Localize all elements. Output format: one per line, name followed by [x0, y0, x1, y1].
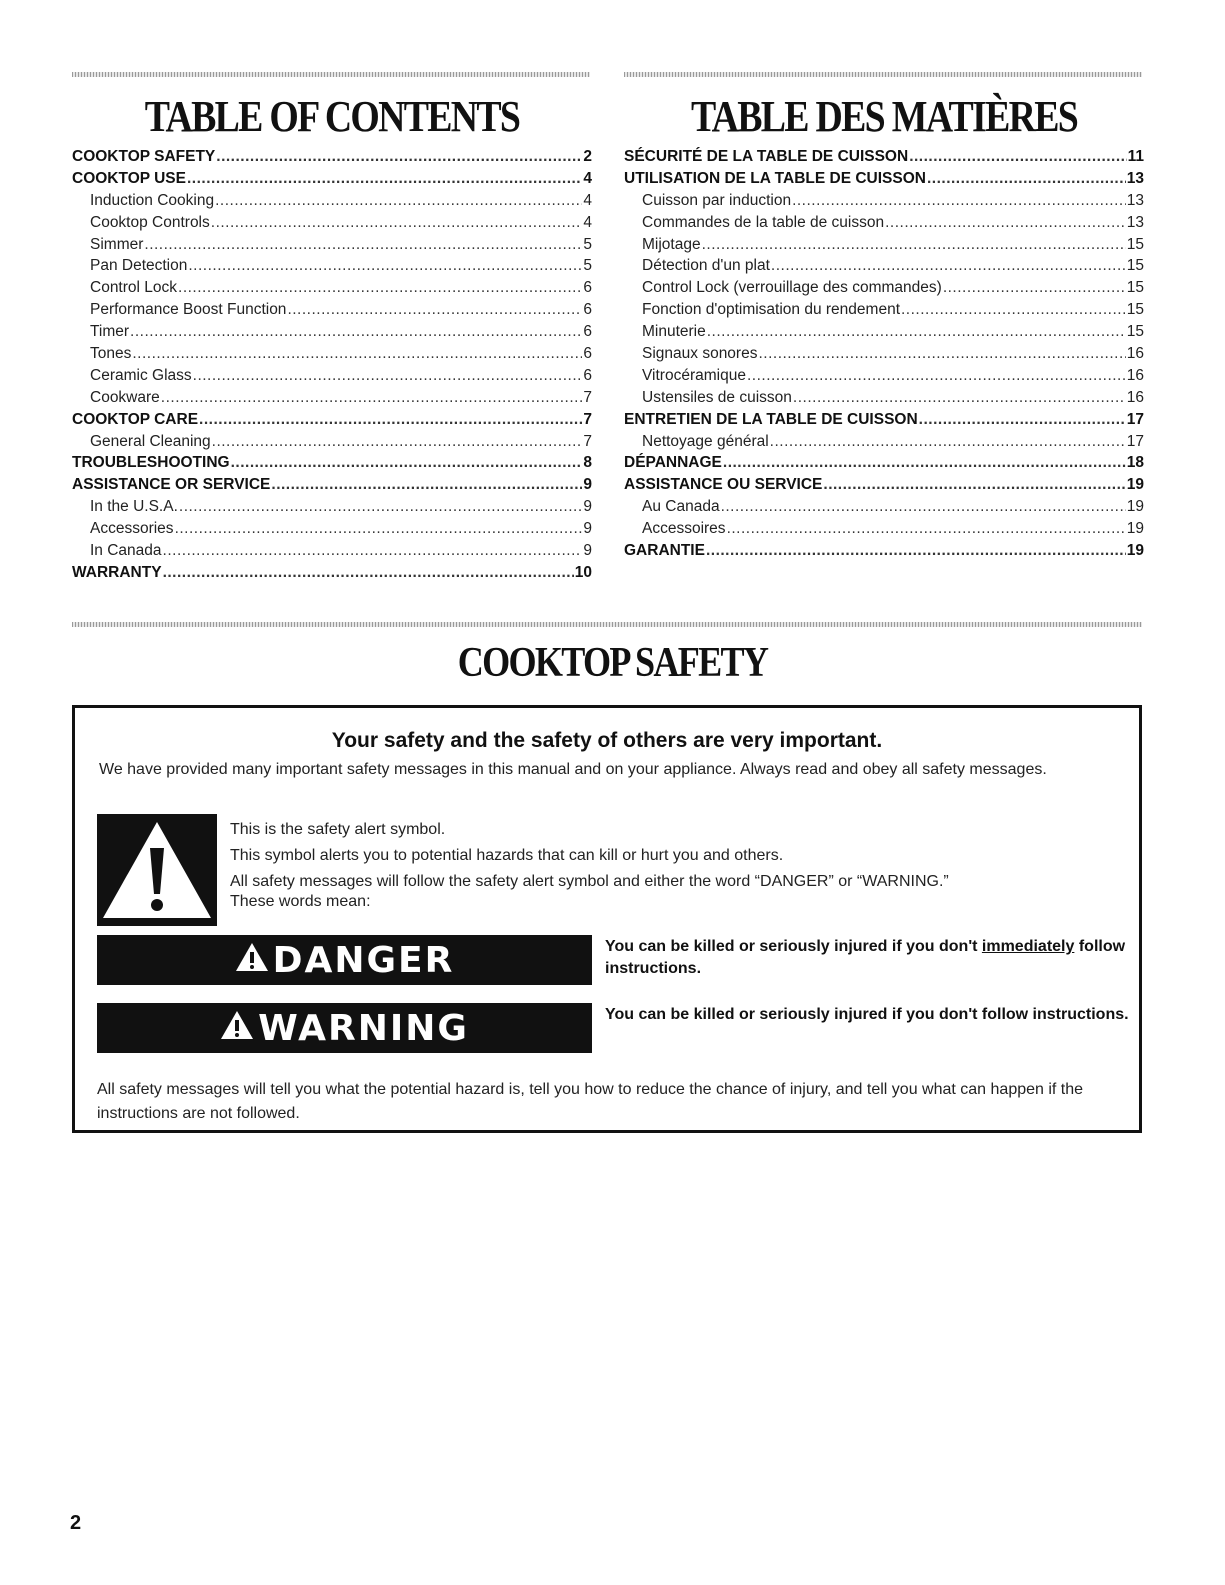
- toc-leader-dots: [161, 387, 583, 409]
- toc-leader-dots: [144, 234, 582, 256]
- warning-alert-icon: [220, 1010, 254, 1040]
- toc-entry-label: Pan Detection: [90, 257, 188, 275]
- toc-entry-label: SÉCURITÉ DE LA TABLE DE CUISSON: [624, 148, 909, 165]
- alert-line: This is the safety alert symbol.: [230, 821, 446, 838]
- toc-entry-page: 9: [583, 542, 592, 560]
- warning-label: [97, 1003, 592, 1053]
- toc-entry-page: 7: [583, 388, 592, 406]
- toc-entry: [624, 474, 1144, 496]
- toc-leader-dots: [901, 299, 1126, 321]
- toc-entry-page: 10: [574, 563, 592, 581]
- toc-entry-page: 9: [583, 520, 592, 538]
- danger-text: [605, 936, 1135, 980]
- toc-entry: [624, 321, 1144, 343]
- toc-leader-dots: [132, 343, 582, 365]
- toc-leader-dots: [885, 212, 1126, 234]
- toc-entry-page: 4: [583, 169, 592, 187]
- toc-entry-page: 13: [1126, 213, 1144, 231]
- toc-entry-label: Control Lock (verrouillage des commandes): [642, 279, 942, 297]
- toc-entry: [72, 234, 592, 256]
- toc-entry: [624, 146, 1144, 168]
- toc-entry: [72, 168, 592, 190]
- toc-entry-page: 6: [583, 345, 592, 363]
- toc-entry-page: 6: [583, 323, 592, 341]
- toc-leader-dots: [215, 190, 582, 212]
- toc-entry-page: 19: [1126, 498, 1144, 516]
- toc-entry-label: GARANTIE: [624, 542, 705, 560]
- toc-fr-rule: [624, 72, 1142, 77]
- toc-entry: [624, 255, 1144, 277]
- toc-leader-dots: [793, 387, 1126, 409]
- toc-leader-dots: [287, 299, 582, 321]
- danger-alert-icon: [235, 942, 269, 972]
- toc-entry: [72, 518, 592, 540]
- toc-entry: [624, 343, 1144, 365]
- toc-entry-label: Détection d'un plat: [642, 257, 770, 275]
- toc-entry-label: Simmer: [90, 235, 144, 253]
- toc-leader-dots: [727, 518, 1126, 540]
- toc-french-list: [624, 146, 1144, 562]
- toc-entry-page: 6: [583, 301, 592, 319]
- toc-entry-page: 15: [1126, 235, 1144, 253]
- toc-entry: [72, 365, 592, 387]
- toc-entry-label: Ustensiles de cuisson: [642, 388, 792, 406]
- toc-leader-dots: [212, 431, 583, 453]
- toc-entry-label: WARRANTY: [72, 563, 162, 581]
- toc-entry-page: 5: [583, 257, 592, 275]
- toc-entry-label: In the U.S.A.: [90, 498, 178, 516]
- toc-leader-dots: [823, 474, 1125, 496]
- toc-entry: [72, 299, 592, 321]
- toc-leader-dots: [193, 365, 583, 387]
- toc-leader-dots: [216, 146, 582, 168]
- toc-entry-label: TROUBLESHOOTING: [72, 454, 230, 472]
- toc-entry: [72, 474, 592, 496]
- toc-entry-page: 15: [1126, 257, 1144, 275]
- toc-entry-page: 6: [583, 279, 592, 297]
- toc-entry-label: Ceramic Glass: [90, 366, 192, 384]
- toc-entry-page: 4: [583, 191, 592, 209]
- toc-entry-page: 17: [1126, 410, 1144, 428]
- toc-entry: [72, 190, 592, 212]
- toc-entry: [72, 540, 592, 562]
- toc-entry-page: 13: [1126, 191, 1144, 209]
- warning-word: WARNING: [258, 1007, 469, 1049]
- toc-entry-page: 8: [583, 454, 592, 472]
- toc-entry-page: 19: [1126, 476, 1144, 494]
- toc-entry-page: 6: [583, 366, 592, 384]
- toc-entry-page: 13: [1126, 169, 1144, 187]
- toc-entry-label: Nettoyage général: [642, 432, 769, 450]
- danger-text-part: You can be killed or seriously injured if you don't: [605, 938, 982, 955]
- toc-entry-page: 2: [583, 148, 592, 165]
- safety-message-box: [72, 705, 1142, 1133]
- toc-leader-dots: [707, 321, 1126, 343]
- toc-entry: [624, 168, 1144, 190]
- toc-leader-dots: [919, 409, 1126, 431]
- safety-footer: All safety messages will tell you what the potential hazard is, tell you how to reduce the chance of injury, and tell you what can happen if the instructions are not followed.: [97, 1081, 1084, 1122]
- danger-text-part: follow instructions.: [605, 938, 1126, 977]
- toc-entry: [624, 518, 1144, 540]
- toc-entry: [624, 277, 1144, 299]
- toc-entry: [72, 431, 592, 453]
- toc-leader-dots: [770, 431, 1126, 453]
- toc-leader-dots: [178, 277, 582, 299]
- toc-entry: [624, 496, 1144, 518]
- toc-leader-dots: [721, 496, 1126, 518]
- alert-line: These words mean:: [230, 893, 371, 910]
- toc-leader-dots: [758, 343, 1125, 365]
- toc-leader-dots: [792, 190, 1126, 212]
- toc-entry: [624, 234, 1144, 256]
- toc-entry-label: ENTRETIEN DE LA TABLE DE CUISSON: [624, 410, 918, 428]
- safety-rule: [72, 622, 1142, 627]
- toc-leader-dots: [163, 562, 574, 584]
- safety-heading: Your safety and the safety of others are very important.: [331, 729, 883, 752]
- toc-entry-page: 7: [583, 410, 592, 428]
- toc-leader-dots: [179, 496, 582, 518]
- toc-leader-dots: [909, 146, 1126, 168]
- toc-entry-label: COOKTOP SAFETY: [72, 148, 216, 165]
- alert-line: This symbol alerts you to potential hazards that can kill or hurt you and others.: [230, 847, 784, 864]
- toc-entry: [624, 299, 1144, 321]
- toc-entry-page: 5: [583, 235, 592, 253]
- toc-entry-page: 11: [1127, 148, 1144, 165]
- danger-label: [97, 935, 592, 985]
- toc-entry-label: In Canada: [90, 542, 162, 560]
- toc-entry-label: Accessories: [90, 520, 174, 538]
- safety-alert-lines: [230, 818, 1110, 916]
- toc-leader-dots: [188, 255, 582, 277]
- toc-entry-page: 16: [1126, 345, 1144, 363]
- toc-entry-page: 19: [1126, 520, 1144, 538]
- toc-leader-dots: [771, 255, 1126, 277]
- toc-leader-dots: [271, 474, 582, 496]
- toc-entry-page: 18: [1126, 454, 1144, 472]
- toc-entry-label: Accessoires: [642, 520, 726, 538]
- toc-leader-dots: [927, 168, 1126, 190]
- toc-entry-label: General Cleaning: [90, 432, 211, 450]
- toc-entry: [624, 409, 1144, 431]
- toc-entry-page: 16: [1126, 366, 1144, 384]
- danger-text-underlined: immediately: [981, 938, 1075, 955]
- toc-entry-page: 9: [583, 476, 592, 494]
- safety-section-title: COOKTOP SAFETY: [457, 640, 768, 686]
- toc-entry-label: Au Canada: [642, 498, 720, 516]
- toc-leader-dots: [723, 452, 1126, 474]
- toc-entry-page: 15: [1126, 279, 1144, 297]
- toc-entry: [72, 212, 592, 234]
- toc-entry-label: Control Lock: [90, 279, 178, 297]
- toc-leader-dots: [747, 365, 1126, 387]
- safety-intro: We have provided many important safety messages in this manual and on your appliance. Always read and obey all safety messages.: [99, 761, 1047, 778]
- toc-leader-dots: [175, 518, 583, 540]
- toc-entry-label: Signaux sonores: [642, 345, 758, 363]
- toc-entry: [624, 190, 1144, 212]
- toc-entry: [72, 387, 592, 409]
- toc-entry: [72, 321, 592, 343]
- toc-entry: [624, 540, 1144, 562]
- toc-en-rule: [72, 72, 590, 77]
- toc-english-title: TABLE OF CONTENTS: [144, 92, 520, 141]
- toc-entry-label: Mijotage: [642, 235, 701, 253]
- toc-entry-page: 4: [583, 213, 592, 231]
- toc-french-title: TABLE DES MATIÈRES: [690, 92, 1078, 141]
- toc-leader-dots: [706, 540, 1126, 562]
- toc-entry: [72, 255, 592, 277]
- toc-entry-label: COOKTOP CARE: [72, 410, 199, 428]
- toc-entry-page: 17: [1126, 432, 1144, 450]
- toc-entry-label: UTILISATION DE LA TABLE DE CUISSON: [624, 169, 926, 187]
- toc-entry-label: Fonction d'optimisation du rendement: [642, 301, 900, 319]
- safety-alert-icon: [97, 814, 217, 926]
- toc-entry-label: Cookware: [90, 388, 160, 406]
- toc-leader-dots: [163, 540, 583, 562]
- toc-entry: [72, 409, 592, 431]
- toc-leader-dots: [211, 212, 583, 234]
- toc-leader-dots: [187, 168, 582, 190]
- toc-entry-label: COOKTOP USE: [72, 169, 186, 187]
- toc-entry-label: Cooktop Controls: [90, 213, 210, 231]
- toc-entry: [72, 277, 592, 299]
- toc-entry-label: Vitrocéramique: [642, 366, 746, 384]
- toc-entry: [72, 343, 592, 365]
- toc-english: [72, 92, 592, 584]
- toc-entry-page: 16: [1126, 388, 1144, 406]
- warning-text: You can be killed or seriously injured if you don't follow instructions.: [605, 1006, 1129, 1023]
- page-number: 2: [70, 1512, 82, 1534]
- toc-entry: [624, 452, 1144, 474]
- toc-leader-dots: [130, 321, 582, 343]
- toc-entry: [72, 452, 592, 474]
- toc-french: [624, 92, 1144, 562]
- toc-entry: [72, 496, 592, 518]
- toc-entry-label: ASSISTANCE OR SERVICE: [72, 476, 271, 494]
- toc-entry-page: 19: [1126, 542, 1144, 560]
- toc-entry-page: 15: [1126, 323, 1144, 341]
- toc-entry: [624, 387, 1144, 409]
- toc-entry: [624, 212, 1144, 234]
- toc-leader-dots: [199, 409, 582, 431]
- toc-entry-page: 9: [583, 498, 592, 516]
- toc-entry-label: Performance Boost Function: [90, 301, 287, 319]
- alert-line: All safety messages will follow the safety alert symbol and either the word “DANGER” or “WARNING.”: [230, 873, 949, 890]
- toc-entry-label: DÉPANNAGE: [624, 454, 722, 472]
- toc-english-list: [72, 146, 592, 584]
- toc-entry-label: Tones: [90, 345, 132, 363]
- toc-leader-dots: [943, 277, 1126, 299]
- toc-entry: [72, 146, 592, 168]
- toc-entry-label: Minuterie: [642, 323, 706, 341]
- toc-entry-label: ASSISTANCE OU SERVICE: [624, 476, 823, 494]
- toc-entry-page: 7: [583, 432, 592, 450]
- toc-entry: [72, 562, 592, 584]
- toc-leader-dots: [231, 452, 583, 474]
- toc-entry-label: Cuisson par induction: [642, 191, 792, 209]
- danger-word: DANGER: [272, 939, 455, 981]
- toc-entry-label: Commandes de la table de cuisson: [642, 213, 885, 231]
- toc-entry: [624, 365, 1144, 387]
- toc-entry-label: Induction Cooking: [90, 191, 215, 209]
- toc-entry: [624, 431, 1144, 453]
- toc-leader-dots: [702, 234, 1126, 256]
- toc-entry-label: Timer: [90, 323, 130, 341]
- toc-entry-page: 15: [1126, 301, 1144, 319]
